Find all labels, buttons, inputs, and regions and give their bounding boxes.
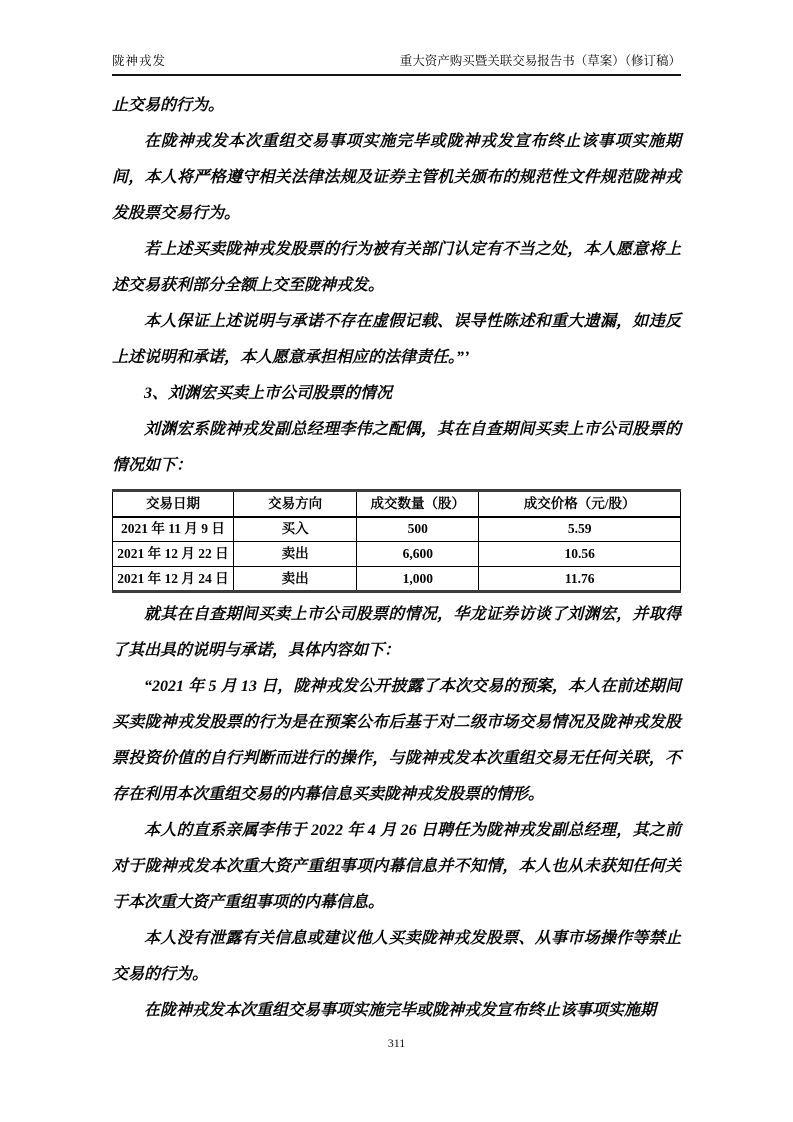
table-header-cell: 成交数量（股） [357,491,479,517]
body-paragraph-cutoff: 在陇神戎发本次重组交易事项实施完毕或陇神戎发宣布终止该事项实施期 [144,1002,657,1019]
table-row [113,542,681,567]
table-cell-quantity: 6,600 [357,542,479,567]
table-cell-quantity: 500 [357,517,479,542]
body-paragraph: 就其在自查期间买卖上市公司股票的情况，华龙证券访谈了刘渊宏，并取得了其出具的说明与承诺，具体内容如下： [112,606,681,659]
section-intro-paragraph: 刘渊宏系陇神戎发副总经理李伟之配偶，其在自查期间买卖上市公司股票的情况如下： [112,421,681,474]
body-paragraph: 若上述买卖陇神戎发股票的行为被有关部门认定有不当之处，本人愿意将上述交易获利部分全额上交至陇神戎发。 [112,241,681,294]
header-report-title: 重大资产购买暨关联交易报告书（草案）（修订稿） [399,54,681,68]
table-cell-date: 2021 年 11 月 9 日 [113,517,234,542]
table-cell-price: 10.56 [479,542,681,567]
page-header [112,0,681,76]
header-company-name: 陇神戎发 [112,54,167,68]
body-paragraph: “2021 年 5 月 13 日，陇神戎发公开披露了本次交易的预案，本人在前述期间买卖陇神戎发股票的行为是在预案公布后基于对二级市场交易情况及陇神戎发股票投资价值的自行判断而进行的操作，与陇神戎发本次重组交易无任何关联，不存在利用本次重组交易的内幕信息买卖陇神戎发股票的情形。 [112,678,681,803]
table-cell-direction: 卖出 [233,542,356,567]
table-header-row [113,491,681,517]
trades-table [112,489,681,593]
table-cell-price: 5.59 [479,517,681,542]
table-cell-date: 2021 年 12 月 22 日 [113,542,234,567]
table-header-cell: 成交价格（元/股） [479,491,681,517]
body-paragraph-continued: 止交易的行为。 [112,97,225,114]
table-row [113,517,681,542]
table-header-cell: 交易方向 [233,491,356,517]
body-paragraph: 在陇神戎发本次重组交易事项实施完毕或陇神戎发宣布终止该事项实施期间，本人将严格遵守相关法律法规及证券主管机关颁布的规范性文件规范陇神戎发股票交易行为。 [112,133,681,222]
table-cell-direction: 卖出 [233,567,356,592]
table-row [113,567,681,592]
table-cell-date: 2021 年 12 月 24 日 [113,567,234,592]
page-number: 311 [387,1036,406,1050]
table-cell-direction: 买入 [233,517,356,542]
body-paragraph: 本人保证上述说明与承诺不存在虚假记载、误导性陈述和重大遗漏，如违反上述说明和承诺，本人愿意承担相应的法律责任。”’ [112,313,681,366]
table-header-cell: 交易日期 [113,491,234,517]
page-body [112,76,681,1029]
table-cell-price: 11.76 [479,567,681,592]
table-cell-quantity: 1,000 [357,567,479,592]
section-heading: 3、刘渊宏买卖上市公司股票的情况 [144,385,393,402]
body-paragraph: 本人的直系亲属李伟于 2022 年 4 月 26 日聘任为陇神戎发副总经理，其之前对于陇神戎发本次重大资产重组事项内幕信息并不知情，本人也从未获知任何关于本次重大资产重组事项的内幕信息。 [112,822,681,911]
body-paragraph: 本人没有泄露有关信息或建议他人买卖陇神戎发股票、从事市场操作等禁止交易的行为。 [112,930,681,983]
